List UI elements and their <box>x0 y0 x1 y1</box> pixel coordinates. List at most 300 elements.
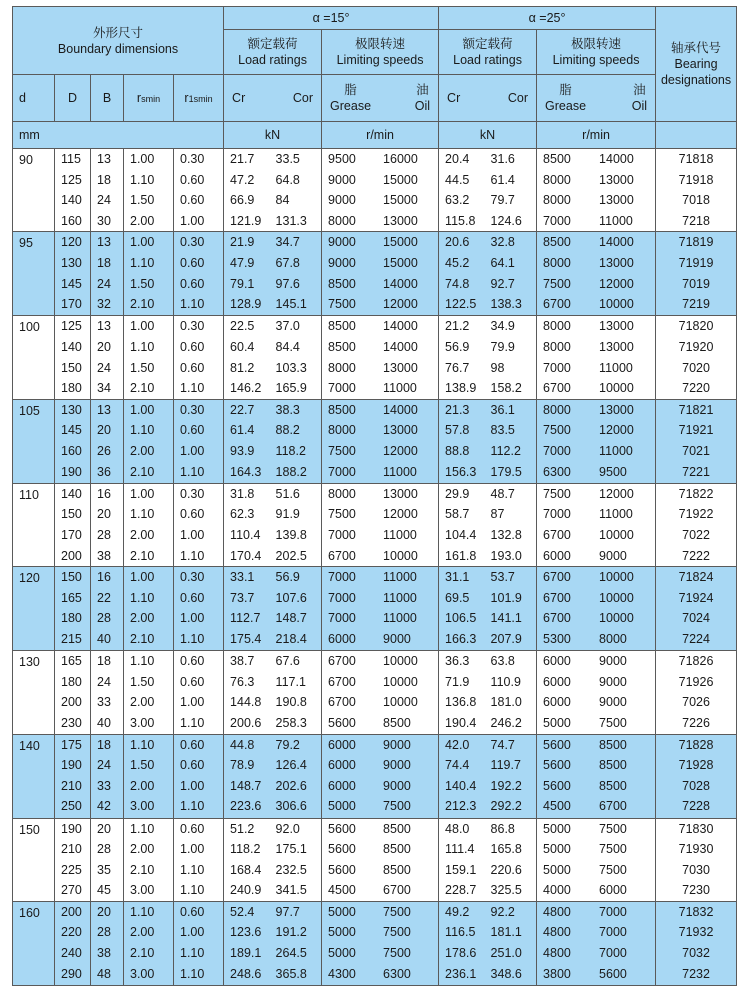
speed15-b: 11000 <box>383 590 417 605</box>
speed25-pair <box>543 504 655 525</box>
speed25-b: 7000 <box>599 946 627 961</box>
designation-value: 7026 <box>682 695 710 710</box>
outer-diameter-cell <box>55 818 91 901</box>
outer-diameter-cell <box>55 901 91 985</box>
speed25-b: 13000 <box>599 193 634 208</box>
rs-min-value: 2.10 <box>130 381 155 396</box>
load15-a: 110.4 <box>230 527 261 542</box>
load15-a: 31.8 <box>230 486 255 501</box>
load25-a: 49.2 <box>445 904 470 919</box>
rs-min-value: 1.10 <box>130 590 155 605</box>
speed15-a: 7000 <box>328 381 356 396</box>
col-r1s: r1smin <box>174 75 224 122</box>
speed25-a: 4000 <box>543 883 571 898</box>
table-row <box>13 734 737 818</box>
width-value: 32 <box>97 297 111 312</box>
load25-cell <box>439 651 537 734</box>
load25-a: 42.0 <box>445 737 470 752</box>
speed25-cell <box>537 818 656 901</box>
speed25-a: 7000 <box>543 443 571 458</box>
r1s-min-value: 1.00 <box>180 527 205 542</box>
speed25-b: 9000 <box>599 674 627 689</box>
speed15-a: 7500 <box>328 443 356 458</box>
outer-diameter-value: 150 <box>61 507 82 522</box>
speed25-b: 11000 <box>599 507 633 522</box>
load15-a: 81.2 <box>230 360 255 375</box>
load15-a: 121.9 <box>230 213 262 228</box>
load25-pair <box>445 713 536 734</box>
bearing-en: Bearing designations <box>660 57 732 87</box>
width-value: 16 <box>97 486 111 501</box>
load15-pair <box>230 880 321 901</box>
speed15-a: 4300 <box>328 966 356 981</box>
load25-b: 83.5 <box>490 423 515 438</box>
speed15-b: 11000 <box>383 381 417 396</box>
r1s-min-cell <box>174 651 224 734</box>
speed25-b: 13000 <box>599 255 634 270</box>
load25-a: 212.3 <box>445 799 477 814</box>
bore-cell <box>13 483 55 566</box>
outer-diameter-value: 170 <box>61 527 82 542</box>
load25-a: 21.2 <box>445 319 470 334</box>
speed25-b: 11000 <box>599 443 633 458</box>
width-value: 38 <box>97 548 111 563</box>
load25-cell <box>439 232 537 316</box>
load25-cell <box>439 399 537 483</box>
rs-min-value: 2.10 <box>130 631 155 646</box>
speed15-b: 11000 <box>383 611 417 626</box>
load15-a: 175.4 <box>230 631 262 646</box>
load15-b: 51.6 <box>275 486 300 501</box>
load25-b: 193.0 <box>490 548 522 563</box>
load15-pair <box>230 378 321 399</box>
speed25-pair <box>543 337 655 358</box>
speed25-b: 12000 <box>599 423 634 438</box>
load25-pair <box>445 860 536 881</box>
load15-b: 97.6 <box>275 276 300 291</box>
load25-b: 132.8 <box>490 527 522 542</box>
width-value: 22 <box>97 590 111 605</box>
r1s-min-value: 1.10 <box>180 464 205 479</box>
speed15-a: 6700 <box>328 654 356 669</box>
load25-b: 112.2 <box>490 443 521 458</box>
width-value: 45 <box>97 883 111 898</box>
load25-a: 71.9 <box>445 674 470 689</box>
designation-value: 71921 <box>678 423 714 438</box>
speed15-a: 7000 <box>328 464 356 479</box>
speed25-a: 7500 <box>543 276 571 291</box>
designation-value: 7219 <box>682 297 710 312</box>
load25-b: 325.5 <box>490 883 522 898</box>
load15-b: 202.6 <box>275 778 307 793</box>
load25-pair <box>445 819 536 840</box>
speed15-b: 9000 <box>383 758 411 773</box>
speed25-b: 10000 <box>599 590 634 605</box>
speed15-cell <box>322 149 439 232</box>
outer-diameter-value: 200 <box>61 904 82 919</box>
load25-pair <box>445 672 536 693</box>
speed25-b: 7000 <box>599 925 627 940</box>
table-row <box>13 232 737 316</box>
speed25-b: 6000 <box>599 883 627 898</box>
bore-cell <box>13 316 55 399</box>
load15-pair <box>230 713 321 734</box>
load25-header: 额定载荷 Load ratings <box>439 30 537 75</box>
load15-cell <box>224 651 322 734</box>
speed15-b: 9000 <box>383 778 411 793</box>
rs-min-value: 2.10 <box>130 297 155 312</box>
speed25-pair <box>543 567 655 588</box>
load15-b: 79.2 <box>275 737 300 752</box>
outer-diameter-value: 190 <box>61 821 82 836</box>
speed25-cell <box>537 399 656 483</box>
speed25-pair <box>543 378 655 399</box>
r1s-min-value: 1.10 <box>180 883 205 898</box>
rs-min-value: 3.00 <box>130 715 155 730</box>
speed25-b: 8500 <box>599 737 627 752</box>
width-cell <box>91 818 124 901</box>
load25-b: 141.1 <box>490 611 522 626</box>
speed15-cell <box>322 651 439 734</box>
outer-diameter-cell <box>55 399 91 483</box>
r1s-min-value: 0.60 <box>180 674 205 689</box>
speed25-b: 9000 <box>599 548 627 563</box>
speed15-cell <box>322 818 439 901</box>
load25-a: 74.8 <box>445 276 470 291</box>
designation-cell <box>656 232 737 316</box>
load15-pair <box>230 860 321 881</box>
speed25-a: 7000 <box>543 507 571 522</box>
outer-diameter-value: 125 <box>61 172 82 187</box>
rs-min-value: 1.50 <box>130 758 155 773</box>
width-value: 28 <box>97 527 111 542</box>
r1s-min-value: 0.30 <box>180 402 205 417</box>
speed15-cell <box>322 399 439 483</box>
speed25-b: 14000 <box>599 152 634 166</box>
load25-b: 36.1 <box>490 402 515 417</box>
speed25-pair <box>543 462 655 483</box>
r1s-min-value: 1.00 <box>180 925 205 940</box>
speed15-a: 6700 <box>328 674 356 689</box>
speed25-pair <box>543 713 655 734</box>
speed25-b: 8500 <box>599 758 627 773</box>
speed15-pair <box>328 755 438 776</box>
load15-pair <box>230 546 321 567</box>
load25-pair <box>445 525 536 546</box>
load25-pair <box>445 922 536 943</box>
outer-diameter-value: 230 <box>61 715 82 730</box>
speed15-b: 12000 <box>383 297 418 312</box>
bore-value: 105 <box>19 403 40 418</box>
load25-a: 159.1 <box>445 862 477 877</box>
r1s-min-value: 0.30 <box>180 570 205 585</box>
speed15-b: 10000 <box>383 548 418 563</box>
width-value: 26 <box>97 443 111 458</box>
r1s-min-value: 0.60 <box>180 758 205 773</box>
load25-pair <box>445 232 536 253</box>
speed15-cell <box>322 734 439 818</box>
load15-pair <box>230 943 321 964</box>
alpha25-header: α =25° <box>439 7 656 30</box>
speed25-pair <box>543 149 655 170</box>
load25-cell <box>439 567 537 651</box>
speed15-b: 8500 <box>383 862 411 877</box>
outer-diameter-cell <box>55 316 91 399</box>
bore-cell <box>13 149 55 232</box>
rs-min-value: 1.10 <box>130 423 155 438</box>
load15-a: 148.7 <box>230 778 262 793</box>
speed15-pair <box>328 796 438 817</box>
load15-a: 47.9 <box>230 255 255 270</box>
load25-a: 106.5 <box>445 611 477 626</box>
load25-cell <box>439 149 537 232</box>
outer-diameter-value: 290 <box>61 966 82 981</box>
load25-a: 122.5 <box>445 297 477 312</box>
speed25-pair <box>543 860 655 881</box>
load15-pair <box>230 796 321 817</box>
speed15-pair <box>328 294 438 315</box>
load15-cell <box>224 316 322 399</box>
outer-diameter-value: 190 <box>61 758 82 773</box>
r1s-min-value: 1.00 <box>180 611 205 626</box>
speed25-pair <box>543 484 655 505</box>
speed25-pair <box>543 525 655 546</box>
load25-pair <box>445 964 536 985</box>
speed15-a: 7000 <box>328 527 356 542</box>
load15-a: 128.9 <box>230 297 262 312</box>
r1s-min-value: 0.60 <box>180 423 205 438</box>
load25-pair <box>445 253 536 274</box>
speed25-b: 8000 <box>599 631 627 646</box>
load25-a: 58.7 <box>445 507 470 522</box>
speed25-b: 10000 <box>599 611 634 626</box>
speed15-a: 4500 <box>328 883 356 898</box>
load25-pair <box>445 608 536 629</box>
speed25-a: 5000 <box>543 862 571 877</box>
speed15-a: 8500 <box>328 319 356 334</box>
bore-value: 95 <box>19 236 33 251</box>
load25-b: 53.7 <box>490 570 515 585</box>
designation-value: 7221 <box>682 464 710 479</box>
speed15-pair <box>328 608 438 629</box>
speed15-b: 9000 <box>383 631 411 646</box>
speed25-a: 6000 <box>543 674 571 689</box>
outer-diameter-value: 250 <box>61 799 82 814</box>
load25-a: 166.3 <box>445 631 477 646</box>
load25-a: 76.7 <box>445 360 470 375</box>
r1s-min-value: 0.30 <box>180 486 205 501</box>
speed15-a: 6000 <box>328 758 356 773</box>
load15-pair <box>230 525 321 546</box>
speed25-a: 7000 <box>543 360 571 375</box>
speed15-a: 6000 <box>328 631 356 646</box>
load15-a: 112.7 <box>230 611 261 626</box>
speed15-pair <box>328 211 438 232</box>
load15-a: 200.6 <box>230 715 262 730</box>
outer-diameter-value: 145 <box>61 276 82 291</box>
rs-min-value: 2.00 <box>130 527 155 542</box>
speed15-pair <box>328 232 438 253</box>
rs-min-cell <box>124 567 174 651</box>
load25-a: 228.7 <box>445 883 477 898</box>
speed25-a: 6300 <box>543 464 571 479</box>
designation-value: 71819 <box>678 235 714 250</box>
designation-cell <box>656 734 737 818</box>
speed15-a: 8000 <box>328 360 356 375</box>
bearing-table <box>12 6 737 986</box>
load25-a: 156.3 <box>445 464 477 479</box>
outer-diameter-value: 120 <box>61 235 82 250</box>
speed15-a: 5600 <box>328 842 356 857</box>
speed25-pair <box>543 629 655 650</box>
load25-pair <box>445 190 536 211</box>
r1s-min-cell <box>174 818 224 901</box>
rs-min-value: 3.00 <box>130 883 155 898</box>
speed25-pair <box>543 232 655 253</box>
load15-cell <box>224 734 322 818</box>
speed15-pair <box>328 588 438 609</box>
speed15-b: 6700 <box>383 883 411 898</box>
load15-pair <box>230 735 321 756</box>
designation-value: 7232 <box>682 966 710 981</box>
speed25-pair <box>543 211 655 232</box>
load25-pair <box>445 358 536 379</box>
speed15-b: 14000 <box>383 276 418 291</box>
rs-min-value: 1.10 <box>130 737 155 752</box>
load25-b: 348.6 <box>490 966 522 981</box>
speed15-b: 8500 <box>383 821 411 836</box>
load25-pair <box>445 692 536 713</box>
rs-min-value: 2.10 <box>130 862 155 877</box>
outer-diameter-value: 175 <box>61 737 82 752</box>
designation-value: 71924 <box>678 590 714 605</box>
bore-cell <box>13 399 55 483</box>
load25-a: 190.4 <box>445 715 477 730</box>
load15-b: 97.7 <box>275 904 300 919</box>
bore-cell <box>13 734 55 818</box>
designation-value: 71928 <box>678 758 714 773</box>
speed15-b: 12000 <box>383 507 418 522</box>
load25-a: 69.5 <box>445 590 470 605</box>
load25-b: 124.6 <box>490 213 522 228</box>
designation-value: 7018 <box>682 193 710 208</box>
load25-pair <box>445 274 536 295</box>
outer-diameter-cell <box>55 483 91 566</box>
r1s-min-value: 1.10 <box>180 381 205 396</box>
load15-pair <box>230 149 321 170</box>
width-value: 13 <box>97 235 111 250</box>
r1s-min-value: 1.00 <box>180 695 205 710</box>
width-value: 40 <box>97 715 111 730</box>
speed25-a: 6000 <box>543 695 571 710</box>
speed15-a: 9000 <box>328 235 356 250</box>
rs-min-value: 1.10 <box>130 904 155 919</box>
load15-b: 191.2 <box>275 925 307 940</box>
load25-a: 20.4 <box>445 152 470 166</box>
rs-min-cell <box>124 483 174 566</box>
load25-pair <box>445 796 536 817</box>
speed15-a: 5000 <box>328 799 356 814</box>
load15-pair <box>230 839 321 860</box>
r1s-min-value: 1.10 <box>180 297 205 312</box>
speed15-b: 7500 <box>383 799 411 814</box>
load15-cell <box>224 483 322 566</box>
load15-pair <box>230 211 321 232</box>
speed15-pair <box>328 819 438 840</box>
designation-value: 71822 <box>678 486 714 501</box>
load25-pair <box>445 420 536 441</box>
rs-min-value: 1.10 <box>130 172 155 187</box>
load15-pair <box>230 608 321 629</box>
load25-a: 29.9 <box>445 486 470 501</box>
speed15-a: 8000 <box>328 486 356 501</box>
load15-b: 126.4 <box>275 758 307 773</box>
load25-b: 179.5 <box>490 464 522 479</box>
speed25-a: 8000 <box>543 339 571 354</box>
speed15-a: 5000 <box>328 925 356 940</box>
speed25-pair <box>543 735 655 756</box>
outer-diameter-cell <box>55 734 91 818</box>
load25-pair <box>445 400 536 421</box>
load15-a: 240.9 <box>230 883 262 898</box>
speed15-a: 5000 <box>328 946 356 961</box>
col-load25: Cr Cor <box>439 75 537 122</box>
speed15-pair <box>328 964 438 985</box>
load25-pair <box>445 629 536 650</box>
bore-value: 140 <box>19 738 40 753</box>
load15-b: 258.3 <box>275 715 307 730</box>
designation-value: 7021 <box>682 443 710 458</box>
r1s-min-cell <box>174 399 224 483</box>
speed25-pair <box>543 400 655 421</box>
load25-pair <box>445 902 536 923</box>
load15-b: 264.5 <box>275 946 307 961</box>
speed15-b: 11000 <box>383 570 417 585</box>
r1s-min-cell <box>174 483 224 566</box>
load25-a: 20.6 <box>445 235 470 250</box>
speed15-pair <box>328 776 438 797</box>
load15-pair <box>230 588 321 609</box>
speed15-pair <box>328 567 438 588</box>
bore-value: 150 <box>19 822 40 837</box>
load25-b: 292.2 <box>490 799 522 814</box>
speed25-a: 8500 <box>543 152 571 166</box>
speed25-pair <box>543 190 655 211</box>
width-value: 28 <box>97 925 111 940</box>
load15-b: 92.0 <box>275 821 300 836</box>
speed15-b: 7500 <box>383 946 411 961</box>
designation-value: 7226 <box>682 715 710 730</box>
outer-diameter-value: 145 <box>61 423 82 438</box>
load15-b: 218.4 <box>275 631 307 646</box>
boundary-header <box>13 7 224 75</box>
speed25-a: 4800 <box>543 904 571 919</box>
load25-pair <box>445 149 536 170</box>
speed15-pair <box>328 902 438 923</box>
speed15-b: 6300 <box>383 966 411 981</box>
rs-min-value: 1.10 <box>130 821 155 836</box>
load25-b: 63.8 <box>490 654 515 669</box>
speed25-pair <box>543 964 655 985</box>
load25-pair <box>445 337 536 358</box>
speed15-a: 6700 <box>328 548 356 563</box>
speed25-b: 7000 <box>599 904 627 919</box>
load25-b: 119.7 <box>490 758 521 773</box>
speed15-b: 10000 <box>383 674 418 689</box>
outer-diameter-value: 240 <box>61 946 82 961</box>
speed15-b: 8500 <box>383 842 411 857</box>
col-speed25: 脂 Grease 油 Oil <box>537 75 656 122</box>
